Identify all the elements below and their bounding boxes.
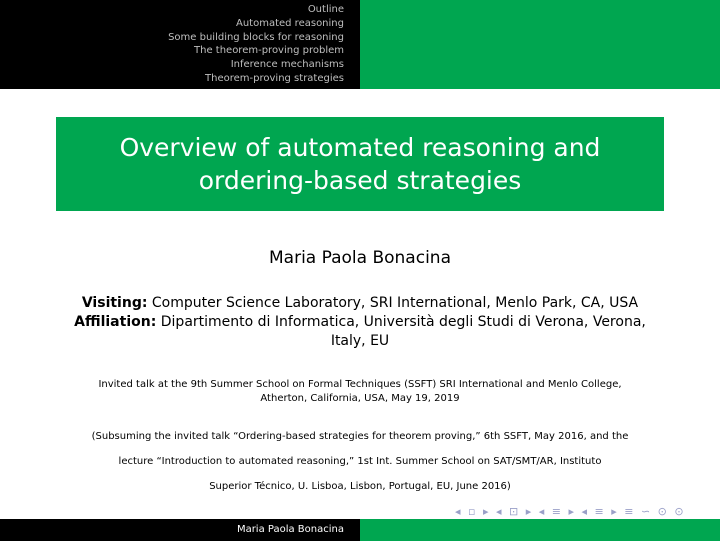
outline-list [168,3,344,86]
visiting-text: Computer Science Laboratory, SRI International, Menlo Park, CA, USA [151,295,639,311]
affiliations [60,294,660,351]
title-line-1: Overview of automated reasoning and [119,133,601,162]
subsuming-line-3: Superior Técnico, U. Lisboa, Lisbon, Portugal, EU, June 2016) [209,481,511,492]
footer-green-bar [360,519,720,541]
subsuming-line-1: (Subsuming the invited talk “Ordering-based strategies for theorem proving,” 6th SSFT, May 2016, and the [91,431,629,442]
outline-link-automated-reasoning[interactable]: Automated reasoning [236,17,344,29]
outline-link-theorem-proving-problem[interactable]: The theorem-proving problem [194,45,344,57]
outline-panel [0,0,360,89]
affiliation-label: Affiliation: [74,314,157,330]
visiting-label: Visiting: [81,295,148,311]
footer-author-bar [0,519,360,541]
title-box [56,117,664,211]
outline-link-building-blocks[interactable]: Some building blocks for reasoning [168,31,344,43]
header-green-panel [360,0,720,89]
affiliation-line [60,313,660,351]
outline-link-outline[interactable]: Outline [307,4,344,15]
author-name: Maria Paola Bonacina [269,248,451,268]
invited-talk-line-2: Atherton, California, USA, May 19, 2019 [260,393,460,404]
invited-talk-note [50,378,670,406]
affiliation-text: Dipartimento di Informatica, Università degli Studi di Verona, Verona, Italy, EU [160,314,646,349]
outline-link-theorem-proving-strategies[interactable]: Theorem-proving strategies [205,72,344,84]
subsuming-line-2: lecture “Introduction to automated reasoning,” 1st Int. Summer School on SAT/SMT/AR, Instituto [118,456,602,467]
subsuming-note [50,424,670,499]
header-bar [0,0,720,89]
title-line-2: ordering-based strategies [198,166,522,195]
beamer-navigation-icons[interactable]: ◂ ▫ ▸ ◂ ⊡ ▸ ◂ ≡ ▸ ◂ ≡ ▸ ≡ ∽ ⊙ ⊙ [455,505,686,518]
visiting-line [60,294,660,313]
footer-author: Maria Paola Bonacina [236,524,344,535]
invited-talk-line-1: Invited talk at the 9th Summer School on Formal Techniques (SSFT) SRI International and Menlo College, [98,379,622,390]
outline-link-inference-mechanisms[interactable]: Inference mechanisms [230,59,344,71]
